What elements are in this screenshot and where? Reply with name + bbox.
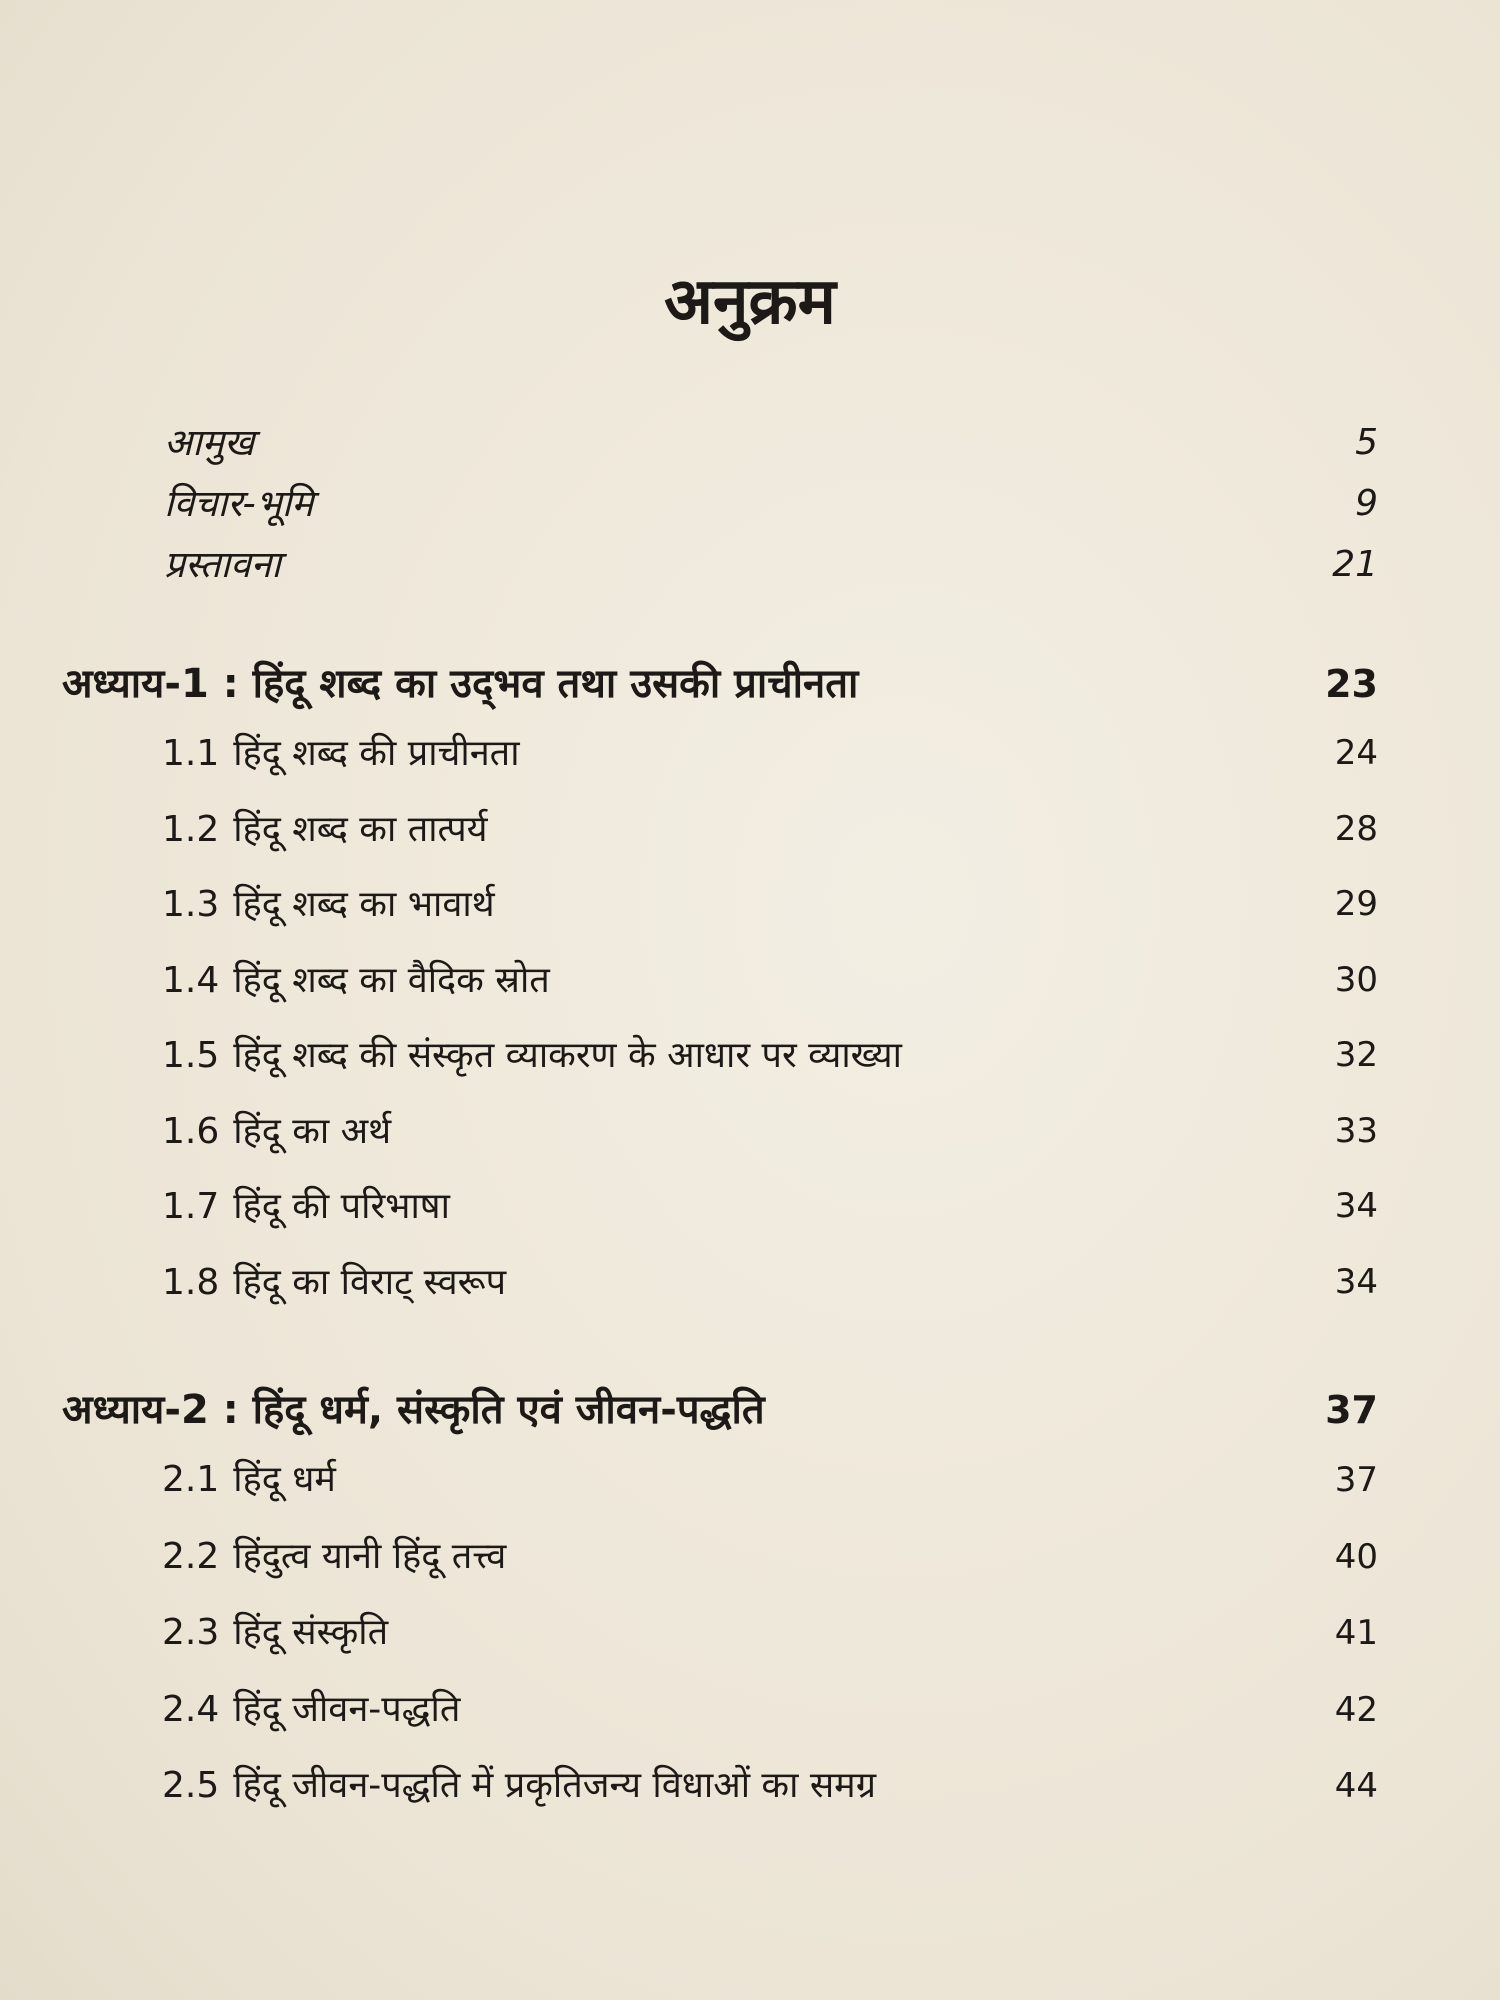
front-matter-page: 5 xyxy=(1355,422,1378,463)
section-entry xyxy=(162,1018,1378,1094)
section-entry xyxy=(162,867,1378,943)
section-page: 30 xyxy=(1334,959,1378,1000)
section-number: 1.7 xyxy=(162,1186,220,1227)
section-number: 2.2 xyxy=(162,1535,220,1577)
section-number: 2.1 xyxy=(162,1459,220,1500)
front-matter-label: आमुख xyxy=(164,421,255,464)
section-entry xyxy=(162,1094,1378,1170)
section-page: 37 xyxy=(1334,1460,1378,1500)
chapter-page: 37 xyxy=(1325,1388,1378,1432)
section-title: हिंदू जीवन-पद्धति में प्रकृतिजन्य विधाओं का समग्र xyxy=(233,1765,877,1806)
chapter-page: 23 xyxy=(1325,662,1378,706)
section-number: 1.4 xyxy=(162,959,220,1001)
section-title: हिंदू शब्द का तात्पर्य xyxy=(233,808,488,850)
section-number: 1.3 xyxy=(162,884,220,925)
section-title: हिंदू धर्म xyxy=(233,1459,336,1500)
section-title: हिंदू शब्द की प्राचीनता xyxy=(233,733,520,774)
section-title: हिंदू शब्द का भावार्थ xyxy=(233,884,495,925)
section-title: हिंदू का अर्थ xyxy=(233,1110,392,1152)
section-page: 24 xyxy=(1334,733,1378,773)
chapter-1 xyxy=(62,654,1378,1320)
section-entry xyxy=(162,1169,1378,1245)
section-page: 40 xyxy=(1334,1536,1378,1577)
section-entry xyxy=(162,1245,1378,1321)
section-title: हिंदू की परिभाषा xyxy=(233,1186,450,1227)
chapter-2 xyxy=(62,1380,1378,1825)
section-number: 1.5 xyxy=(162,1035,220,1076)
section-entry xyxy=(162,1519,1378,1596)
section-list xyxy=(62,716,1378,1320)
front-matter-label: विचार-भूमि xyxy=(164,482,314,525)
section-entry xyxy=(162,1595,1378,1672)
chapter-heading xyxy=(62,654,1378,716)
section-entry xyxy=(162,716,1378,792)
section-page: 34 xyxy=(1334,1186,1378,1226)
section-title: हिंदू जीवन-पद्धति xyxy=(233,1688,461,1730)
section-entry xyxy=(162,1748,1378,1825)
section-number: 1.1 xyxy=(162,733,220,774)
section-title: हिंदू शब्द का वैदिक स्रोत xyxy=(233,959,550,1001)
front-matter-item xyxy=(164,540,1378,601)
section-entry xyxy=(162,943,1378,1019)
section-page: 42 xyxy=(1334,1689,1378,1730)
section-list xyxy=(62,1442,1378,1825)
front-matter-item xyxy=(164,418,1378,479)
section-page: 32 xyxy=(1334,1035,1378,1075)
page-title: अनुक्रम xyxy=(664,265,836,339)
section-page: 33 xyxy=(1334,1110,1378,1151)
section-page: 41 xyxy=(1334,1613,1378,1653)
section-entry xyxy=(162,1672,1378,1749)
chapter-heading xyxy=(62,1380,1378,1442)
chapter-title: अध्याय-2 : हिंदू धर्म, संस्कृति एवं जीवन-पद्धति xyxy=(62,1387,765,1433)
front-matter-label: प्रस्तावना xyxy=(164,543,281,586)
chapter-title: अध्याय-1 : हिंदू शब्द का उद्‍भव तथा उसकी प्राचीनता xyxy=(62,661,859,707)
section-title: हिंदू संस्कृति xyxy=(233,1612,389,1653)
section-number: 2.4 xyxy=(162,1688,220,1730)
section-entry xyxy=(162,792,1378,868)
section-number: 2.5 xyxy=(162,1765,220,1806)
section-number: 1.8 xyxy=(162,1261,220,1303)
front-matter-page: 21 xyxy=(1332,544,1378,585)
section-title: हिंदू का विराट् स्वरूप xyxy=(233,1261,507,1303)
section-number: 1.6 xyxy=(162,1110,220,1152)
section-title: हिंदू शब्द की संस्कृत व्याकरण के आधार पर व्याख्या xyxy=(233,1035,902,1076)
section-number: 2.3 xyxy=(162,1612,220,1653)
section-page: 44 xyxy=(1334,1766,1378,1806)
section-number: 1.2 xyxy=(162,808,220,850)
section-page: 28 xyxy=(1334,808,1378,849)
section-page: 34 xyxy=(1334,1261,1378,1302)
section-page: 29 xyxy=(1334,884,1378,924)
front-matter-page: 9 xyxy=(1355,483,1378,524)
section-title: हिंदुत्व यानी हिंदू तत्त्व xyxy=(233,1535,507,1577)
front-matter-list xyxy=(164,418,1378,601)
front-matter-item xyxy=(164,479,1378,540)
section-entry xyxy=(162,1442,1378,1519)
